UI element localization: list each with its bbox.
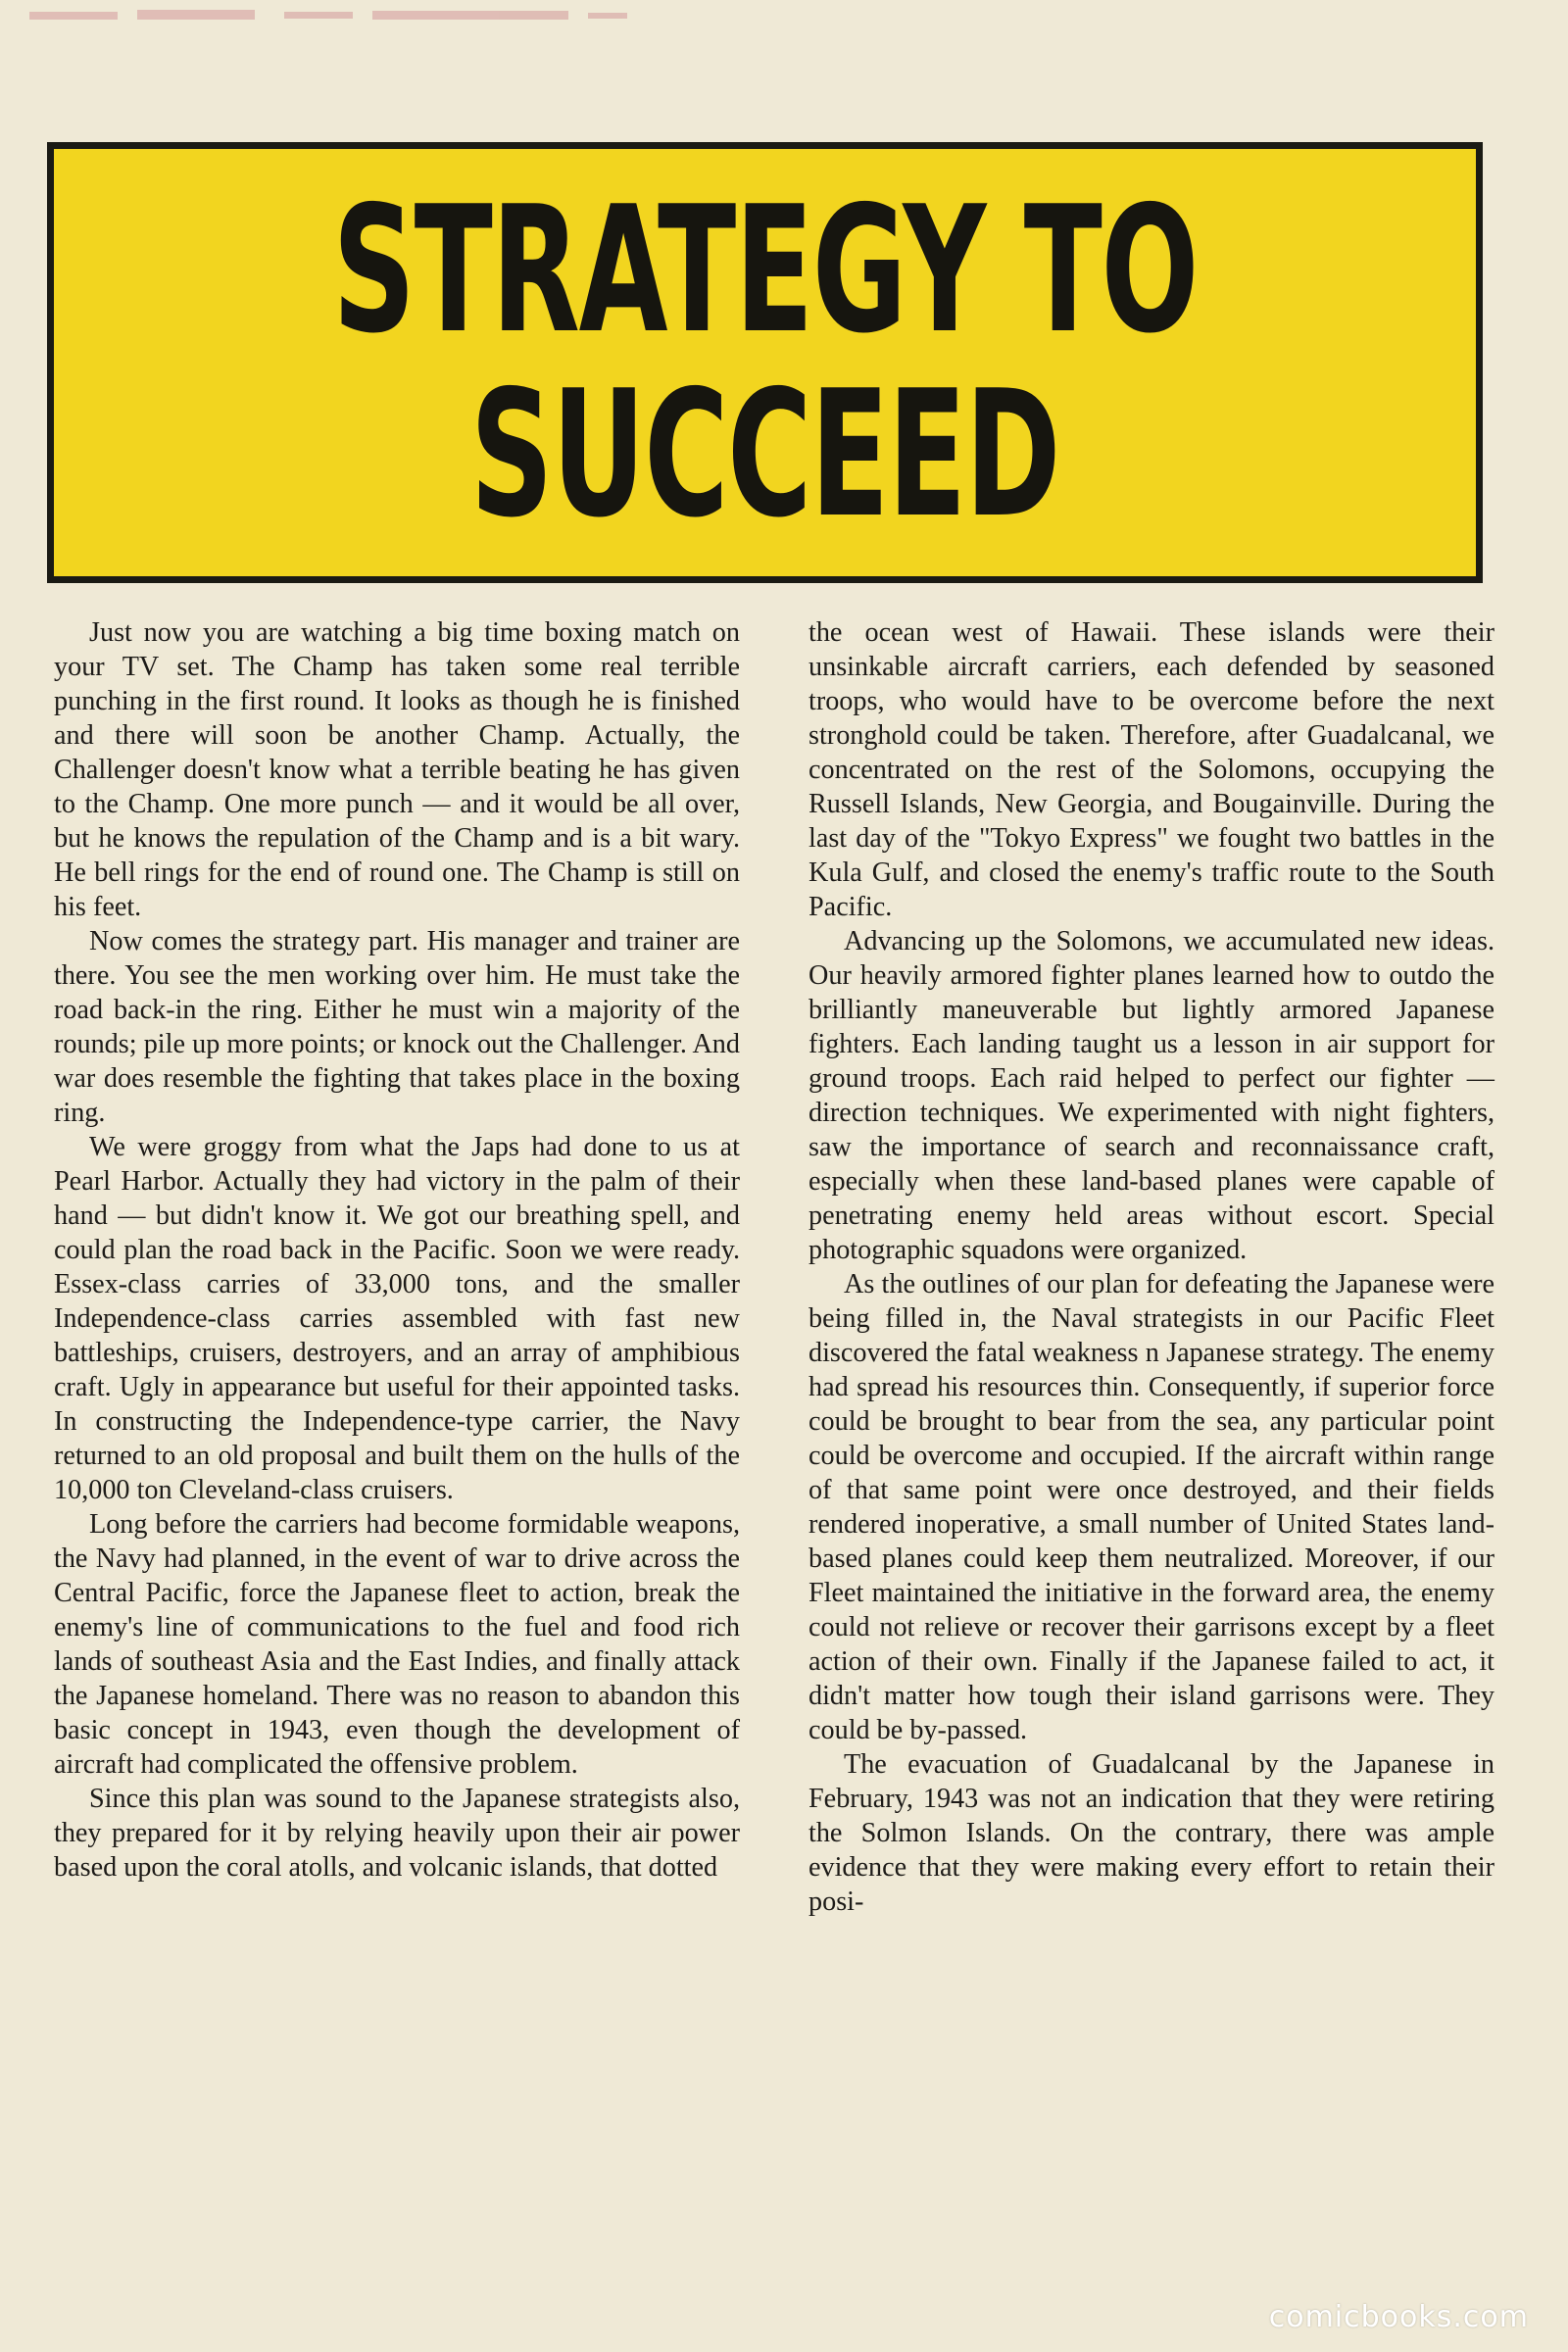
paragraph: the ocean west of Hawaii. These islands were their unsinkable aircraft carriers, each defended by seasoned troops, who would have to be overcome before the next stronghold could be taken. Therefore, after Guadalcanal, we concentrated on the rest of the Solomons, occupying the Russell Islands, New Georgia, and Bougainville. During the last day of the "Tokyo Express" we fought two battles in the Kula Gulf, and closed the enemy's traffic route to the South Pacific.	[808, 617, 1494, 922]
paragraph: We were groggy from what the Japs had done to us at Pearl Harbor. Actually they had victory in the palm of their hand — but didn't know it. We got our breathing spell, and could plan the road back in the Pacific. Soon we were ready. Essex-class carries of 33,000 tons, and the smaller Independence-class carries assembled with fast new battleships, cruisers, destroyers, and an array of amphibious craft. Ugly in appearance but useful for their appointed tasks. In constructing the Independence-type carrier, the Navy returned to an old proposal and built them on the hulls of the 10,000 ton Cleveland-class cruisers.	[54, 1132, 740, 1505]
paragraph: Just now you are watching a big time boxing match on your TV set. The Champ has taken some real terrible punching in the first round. It looks as though he is finished and there will soon be another Champ. Actually, the Challenger doesn't know what a terrible beating he has given to the Champ. One more punch — and it would be all over, but he knows the repulation of the Champ and is a bit wary. He bell rings for the end of round one. The Champ is still on his feet.	[54, 617, 740, 922]
paragraph: The evacuation of Guadalcanal by the Japanese in February, 1943 was not an indication that they were retiring the Solmon Islands. On the contrary, there was ample evidence that they were making every effort to retain their posi-	[808, 1749, 1494, 1917]
article-body	[54, 615, 1494, 2203]
paragraph: Advancing up the Solomons, we accumulated new ideas. Our heavily armored fighter planes learned how to outdo the brilliantly maneuverable but lightly armored Japanese fighters. Each landing taught us a lesson in air support for ground troops. Each raid helped to perfect our fighter — direction techniques. We experimented with night fighters, saw the importance of search and reconnaissance craft, especially when these land-based planes were capable of penetrating enemy held areas without escort. Special photographic squadons were organized.	[808, 926, 1494, 1265]
right-column	[808, 615, 1494, 2203]
left-column	[54, 615, 740, 2203]
headline-line-1: STRATEGY TO	[332, 169, 1198, 371]
print-speck-strip	[0, 0, 1568, 39]
paragraph: Long before the carriers had become formidable weapons, the Navy had planned, in the event of war to drive across the Central Pacific, force the Japanese fleet to action, break the enemy's line of communications to the fuel and food rich lands of southeast Asia and the East Indies, and finally attack the Japanese homeland. There was no reason to abandon this basic concept in 1943, even though the development of aircraft had complicated the offensive problem.	[54, 1509, 740, 1780]
paragraph: Now comes the strategy part. His manager and trainer are there. You see the men working over him. He must take the road back-in the ring. Either he must win a majority of the rounds; pile up more points; or knock out the Challenger. And war does resemble the fighting that takes place in the boxing ring.	[54, 926, 740, 1128]
paragraph: As the outlines of our plan for defeating the Japanese were being filled in, the Naval strategists in our Pacific Fleet discovered the fatal weakness n Japanese strategy. The enemy had spread his resources thin. Consequently, if superior force could be brought to bear from the sea, any particular point could be overcome and occupied. If the aircraft within range of that same point were once destroyed, and their fields rendered inoperative, a small number of United States land-based planes could keep them neutralized. Moreover, if our Fleet maintained the initiative in the forward area, the enemy could not relieve or recover their garrisons except by a fleet action of their own. Finally if the Japanese failed to act, it didn't matter how tough their island garrisons were. They could be by-passed.	[808, 1269, 1494, 1745]
headline-line-2: SUCCEED	[469, 353, 1060, 556]
paragraph: Since this plan was sound to the Japanese strategists also, they prepared for it by relying heavily upon their air power based upon the coral atolls, and volcanic islands, that dotted	[54, 1784, 740, 1883]
headline-banner	[47, 142, 1483, 583]
watermark: comicbooks.com	[1268, 2300, 1529, 2334]
